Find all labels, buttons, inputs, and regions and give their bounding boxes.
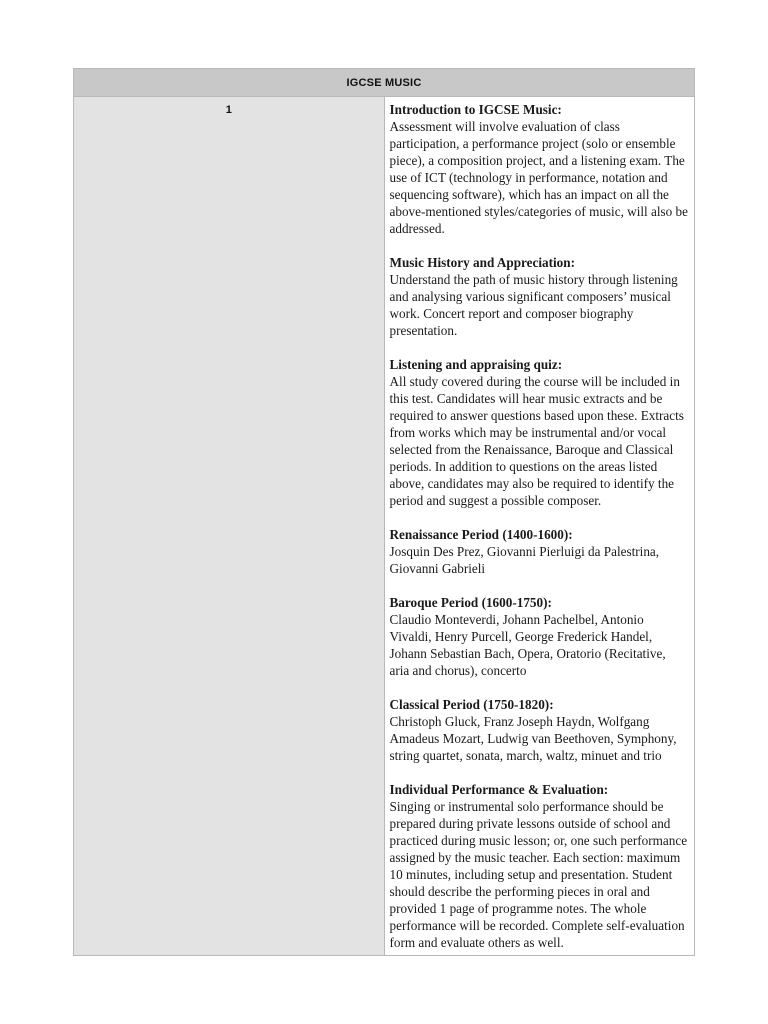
section-body: Josquin Des Prez, Giovanni Pierluigi da Palestrina, Giovanni Gabrieli bbox=[389, 544, 660, 576]
section-body: Claudio Monteverdi, Johann Pachelbel, Antonio Vivaldi, Henry Purcell, George Frederick Handel, Johann Sebastian Bach, Opera, Oratorio (Recitative, aria and chorus), concerto bbox=[389, 612, 666, 678]
section-title: Listening and appraising quiz: bbox=[389, 357, 563, 372]
course-table bbox=[73, 68, 695, 956]
section-title: Music History and Appreciation: bbox=[389, 255, 575, 270]
section-title: Classical Period (1750-1820): bbox=[389, 697, 554, 712]
section-body: Singing or instrumental solo performance should be prepared during private lessons outside of school and practiced during music lesson; or, one such performance assigned by the music teacher. Each section: maximum 10 minutes, including setup and presentation. Student should describe the performing pieces in oral and provided 1 page of programme notes. The whole performance will be recorded. Complete self-evaluation form and evaluate others as well. bbox=[389, 799, 688, 950]
section-body: Christoph Gluck, Franz Joseph Haydn, Wolfgang Amadeus Mozart, Ludwig van Beethoven, Symphony, string quartet, sonata, march, waltz, minuet and trio bbox=[389, 714, 677, 763]
section-body: Understand the path of music history through listening and analysing various significant composers’ musical work. Concert report and composer biography presentation. bbox=[389, 272, 678, 338]
table-row bbox=[74, 97, 695, 956]
table-header-row bbox=[74, 69, 695, 97]
section-music-history bbox=[390, 254, 689, 339]
section-baroque bbox=[390, 594, 689, 679]
section-classical bbox=[390, 696, 689, 764]
section-title: Introduction to IGCSE Music: bbox=[389, 102, 562, 117]
row-number: 1 bbox=[74, 97, 385, 956]
section-title: Baroque Period (1600-1750): bbox=[389, 595, 552, 610]
row-content bbox=[384, 97, 695, 956]
section-performance bbox=[390, 781, 689, 951]
section-body: All study covered during the course will be included in this test. Candidates will hear music extracts and be required to answer questions based upon these. Extracts from works which may be instrumental and/or vocal selected from the Renaissance, Baroque and Classical periods. In addition to questions on the areas listed above, candidates may also be required to identify the period and suggest a possible composer. bbox=[389, 374, 684, 508]
section-title: Individual Performance & Evaluation: bbox=[389, 782, 609, 797]
section-introduction bbox=[390, 101, 689, 237]
table-title: IGCSE MUSIC bbox=[74, 69, 695, 97]
section-renaissance bbox=[390, 526, 689, 577]
section-listening-quiz bbox=[390, 356, 689, 509]
section-title: Renaissance Period (1400-1600): bbox=[389, 527, 573, 542]
section-body: Assessment will involve evaluation of class participation, a performance project (solo or ensemble piece), a composition project, and a listening exam. The use of ICT (technology in performance, notation and sequencing software), which has an impact on all the above-mentioned styles/categories of music, will also be addressed. bbox=[389, 119, 688, 236]
